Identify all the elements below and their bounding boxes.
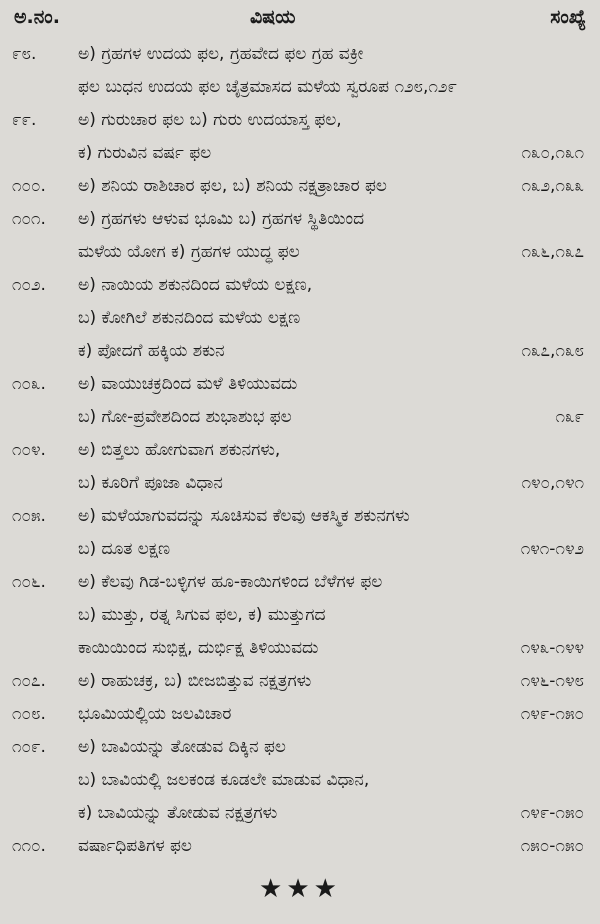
- list-item: [0, 335, 600, 367]
- entry-text: ಅ) ಮಳೆಯಾಗುವದನ್ನು ಸೂಚಿಸುವ ಕೆಲವು ಆಕಸ್ಮಿಕ ಶಕುನಗಳು: [78, 506, 410, 526]
- entry-text: ಅ) ಗ್ರಹಗಳು ಆಳುವ ಭೂಮಿ ಬ) ಗ್ರಹಗಳ ಸ್ಥಿತಿಯಿಂದ: [78, 209, 365, 229]
- entry-text: ಫಲ ಬುಧನ ಉದಯ ಫಲ ಚೈತ್ರಮಾಸದ ಮಳೆಯ ಸ್ವರೂಪ ೧೨೮,೧೨೯: [78, 77, 457, 97]
- entry-page: ೧೩೨,೧೩೩: [521, 176, 584, 196]
- entry-page: ೧೪೩-೧೪೪: [520, 638, 584, 658]
- entry-text: ಬ) ಬಾವಿಯಲ್ಲಿ ಜಲಕಂಡ ಕೂಡಲೇ ಮಾಡುವ ವಿಧಾನ,: [78, 770, 370, 790]
- entry-text: ಕ) ಪೋದಗೆ ಹಕ್ಕಿಯ ಶಕುನ: [78, 341, 225, 361]
- entry-text: ಅ) ಬಾವಿಯನ್ನು ತೋಡುವ ದಿಕ್ಕಿನ ಫಲ: [78, 737, 286, 757]
- entry-number: ೧೦೩.: [12, 374, 46, 394]
- entry-page: ೧೪೬-೧೪೮: [520, 671, 584, 691]
- entry-text: ವರ್ಷಾಧಿಪತಿಗಳ ಫಲ: [78, 836, 192, 856]
- entry-number: ೧೦೨.: [12, 275, 46, 295]
- list-item: [0, 71, 600, 103]
- entry-number: ೧೧೦.: [12, 836, 46, 856]
- list-item: [0, 533, 600, 565]
- entry-text: ಕ) ಗುರುವಿನ ವರ್ಷ ಫಲ: [78, 143, 212, 163]
- list-item: [0, 368, 600, 400]
- entry-text: ಮಳೆಯ ಯೋಗ ಕ) ಗ್ರಹಗಳ ಯುದ್ಧ ಫಲ: [78, 242, 300, 262]
- entry-text: ಕಾಯಿಯಿಂದ ಸುಭಿಕ್ಷ, ದುರ್ಭಿಕ್ಷ ತಿಳಿಯುವದು: [78, 638, 319, 658]
- entry-text: ಭೂಮಿಯಲ್ಲಿಯ ಜಲವಿಚಾರ: [78, 704, 232, 724]
- list-item: [0, 170, 600, 202]
- entry-text: ಅ) ಬಿತ್ತಲು ಹೋಗುವಾಗ ಶಕುನಗಳು,: [78, 440, 281, 460]
- end-stars-ornament: ★★★: [259, 874, 341, 904]
- entry-page: ೧೩೦,೧೩೧: [521, 143, 584, 163]
- entry-text: ಅ) ಕೆಲವು ಗಿಡ-ಬಳ್ಳಿಗಳ ಹೂ-ಕಾಯಿಗಳಿಂದ ಬೆಳೆಗಳ ಫಲ: [78, 572, 383, 592]
- list-item: [0, 764, 600, 796]
- entry-number: ೧೦೬.: [12, 572, 46, 592]
- entry-number: ೧೦೭.: [12, 671, 46, 691]
- list-item: [0, 104, 600, 136]
- entry-text: ಬ) ಕೂರಿಗೆ ಪೂಜಾ ವಿಧಾನ: [78, 473, 223, 493]
- header-subject: ವಿಷಯ: [250, 6, 296, 28]
- entry-page: ೧೫೦-೧೫೦: [520, 836, 584, 856]
- entry-number: ೧೦೦.: [12, 176, 46, 196]
- entry-text: ಬ) ಮುತ್ತು, ರತ್ನ ಸಿಗುವ ಫಲ, ಕ) ಮುತ್ತುಗದ: [78, 605, 326, 625]
- entry-text: ಅ) ಗುರುಚಾರ ಫಲ ಬ) ಗುರು ಉದಯಾಸ್ತ ಫಲ,: [78, 110, 342, 130]
- entry-text: ಬ) ಗೋ-ಪ್ರವೇಶದಿಂದ ಶುಭಾಶುಭ ಫಲ: [78, 407, 292, 427]
- list-item: [0, 797, 600, 829]
- entry-number: ೧೦೫.: [12, 506, 46, 526]
- list-item: [0, 434, 600, 466]
- header-serial: ಅ.ನಂ.: [14, 6, 60, 28]
- list-item: [0, 632, 600, 664]
- list-item: [0, 665, 600, 697]
- entry-page: ೧೩೬,೧೩೭: [521, 242, 584, 262]
- list-item: [0, 731, 600, 763]
- entry-number: ೧೦೯.: [12, 737, 46, 757]
- list-item: [0, 269, 600, 301]
- entry-text: ಅ) ಶನಿಯ ರಾಶಿಚಾರ ಫಲ, ಬ) ಶನಿಯ ನಕ್ಷತ್ರಾಚಾರ ಫಲ: [78, 176, 387, 196]
- entry-number: ೯೯.: [12, 110, 37, 130]
- list-item: [0, 599, 600, 631]
- entry-number: ೧೦೪.: [12, 440, 46, 460]
- list-item: [0, 236, 600, 268]
- entry-text: ಅ) ವಾಯುಚಕ್ರದಿಂದ ಮಳೆ ತಿಳಿಯುವದು: [78, 374, 298, 394]
- entry-text: ಬ) ಕೋಗಿಲೆ ಶಕುನದಿಂದ ಮಳೆಯ ಲಕ್ಷಣ: [78, 308, 301, 328]
- entry-text: ಅ) ಗ್ರಹಗಳ ಉದಯ ಫಲ, ಗ್ರಹವೇದ ಫಲ ಗ್ರಹ ವಕ್ರೀ: [78, 44, 364, 64]
- list-item: [0, 302, 600, 334]
- list-item: [0, 566, 600, 598]
- entry-page: ೧೪೦,೧೪೧: [521, 473, 584, 493]
- header-page-number: ಸಂಖ್ಯೆ: [550, 6, 586, 28]
- list-item: [0, 698, 600, 730]
- list-item: [0, 137, 600, 169]
- table-header: [0, 6, 600, 36]
- entry-number: ೧೦೮.: [12, 704, 46, 724]
- entry-number: ೧೦೧.: [12, 209, 46, 229]
- list-item: [0, 830, 600, 862]
- list-item: [0, 203, 600, 235]
- entry-page: ೧೩೭,೧೩೮: [521, 341, 584, 361]
- list-item: [0, 401, 600, 433]
- entry-text: ಅ) ನಾಯಿಯ ಶಕುನದಿಂದ ಮಳೆಯ ಲಕ್ಷಣ,: [78, 275, 313, 295]
- entry-text: ಕ) ಬಾವಿಯನ್ನು ತೋಡುವ ನಕ್ಷತ್ರಗಳು: [78, 803, 278, 823]
- entry-page: ೧೪೯-೧೫೦: [520, 704, 584, 724]
- list-item: [0, 38, 600, 70]
- entry-number: ೯೮.: [12, 44, 37, 64]
- entry-text: ಅ) ರಾಹುಚಕ್ರ, ಬ) ಬೀಜಬಿತ್ತುವ ನಕ್ಷತ್ರಗಳು: [78, 671, 312, 691]
- entry-text: ಬ) ದೂತ ಲಕ್ಷಣ: [78, 539, 171, 559]
- list-item: [0, 500, 600, 532]
- entry-page: ೧೪೧-೧೪೨: [520, 539, 584, 559]
- entry-page: ೧೪೯-೧೫೦: [520, 803, 584, 823]
- entry-page: ೧೩೯: [555, 407, 584, 427]
- list-item: [0, 467, 600, 499]
